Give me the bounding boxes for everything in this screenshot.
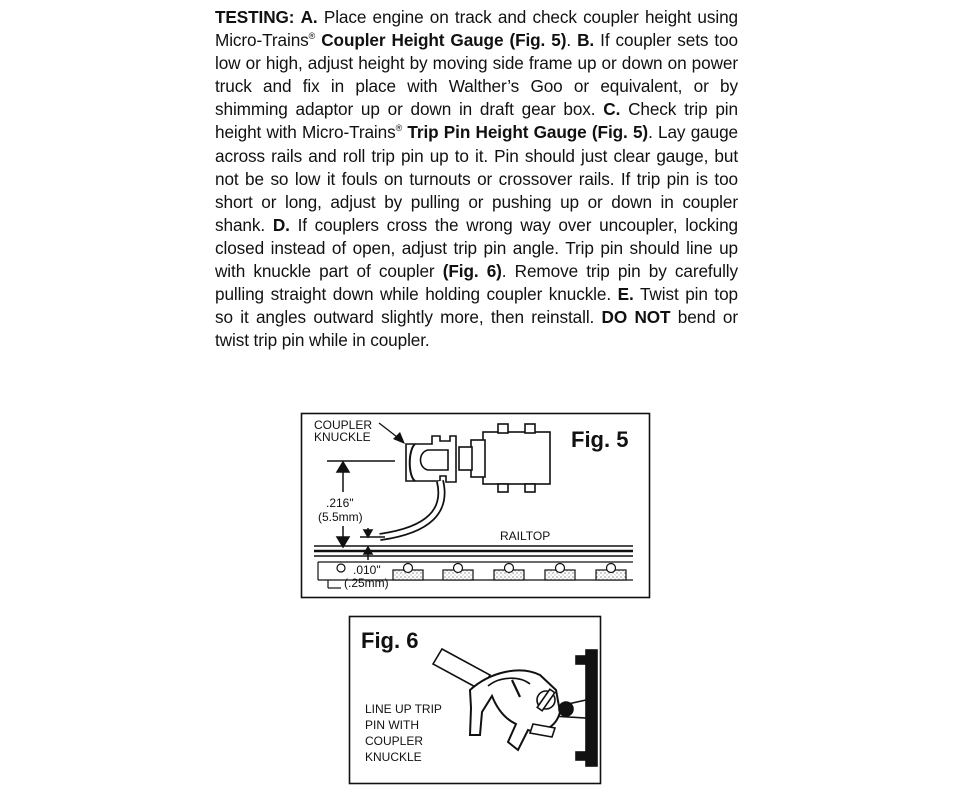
- step-b-letter: B.: [577, 30, 595, 51]
- do-not-warning: DO NOT: [601, 307, 671, 328]
- step-b-text: If coupler sets too low or high, adjust height by moving side frame up or down on power truck and fix in place with Walther’s Goo or equivalent, or by shimming adaptor up or down in draft gear box.: [215, 30, 738, 120]
- testing-label: TESTING:: [215, 7, 295, 27]
- fig6-label-line-4: KNUCKLE: [365, 750, 422, 764]
- coupler-knuckle-label-2: KNUCKLE: [314, 430, 371, 444]
- step-c-text: Check trip pin height with Micro-Trains: [215, 99, 738, 143]
- fig6-frame: [350, 617, 601, 784]
- height-inches-label: .216": [326, 496, 354, 510]
- step-e-text: Twist pin top so it angles outward slightly more, then reinstall.: [215, 284, 739, 328]
- coupler-height-gauge-ref: Coupler Height Gauge (Fig. 5): [321, 30, 567, 51]
- ties: [337, 564, 626, 581]
- coupler-assembly: [380, 424, 550, 537]
- testing-instructions: TESTING: A. Place engine on track and check coupler height using Micro-Trains® Coupler Height Gauge (Fig. 5). B. If coupler sets too low or high, adjust height by moving side frame up or down on power truck and fix in place with Walther’s Goo or equivalent, or by shimming adaptor up or down in draft gear box. C. Check trip pin height with Micro-Trains® Trip Pin Height Gauge (Fig. 5). Lay gauge across rails and roll trip pin up to it. Pin should just clear gauge, but not be so low it fouls on turnouts or crossover rails. If trip pin is too short or long, adjust by pulling or pushing up or down in coupler shank. D. If couplers cross the wrong way over uncoupler, locking closed instead of open, adjust trip pin angle. Trip pin should line up with knuckle part of coupler (Fig. 6). Remove trip pin by carefully pulling straight down while holding coupler knuckle. E. Twist pin top so it angles outward slightly more, then reinstall. DO NOT bend or twist trip pin while in coupler.: [215, 7, 739, 351]
- rail: [314, 551, 633, 580]
- step-d-text-2: . Remove trip pin by carefully pulling straight down while holding coupler knuckle.: [215, 261, 738, 305]
- step-a-letter: A.: [300, 7, 318, 27]
- fig6-label-line-3: COUPLER: [365, 734, 424, 748]
- fig5-frame: [302, 414, 650, 598]
- fig5-title: Fig. 5: [571, 427, 629, 452]
- clearance-mm-label: (.25mm): [344, 576, 389, 590]
- step-e-letter: E.: [617, 284, 634, 305]
- railtop-label: RAILTOP: [500, 529, 551, 543]
- height-mm-label: (5.5mm): [318, 510, 363, 524]
- fig6-title: Fig. 6: [361, 628, 419, 653]
- fig6-coupler-drawing: [433, 649, 597, 766]
- knuckle-pointer-arrow: [379, 423, 405, 444]
- final-text: bend or twist trip pin while in coupler.: [215, 307, 738, 351]
- registered-mark: ®: [395, 123, 403, 134]
- clearance-inches-label: .010": [353, 563, 381, 577]
- height-dimension: [314, 461, 633, 560]
- step-c-text-2: . Lay gauge across rails and roll trip pin up to it. Pin should just clear gauge, but not be so low it fouls on turnouts or crossover rails. If trip pin is too short or long, adjust by pulling or pushing up or down in coupler shank.: [215, 122, 738, 235]
- step-d-letter: D.: [272, 214, 290, 235]
- fig6-label-line-2: PIN WITH: [365, 718, 419, 732]
- step-a-text: Place engine on track and check coupler height using Micro-Trains: [215, 7, 738, 51]
- registered-mark: ®: [308, 31, 316, 42]
- fig6-label-line-1: LINE UP TRIP: [365, 702, 442, 716]
- step-d-text: If couplers cross the wrong way over uncoupler, locking closed instead of open, adjust trip pin angle. Trip pin should line up with knuckle part of coupler: [215, 214, 738, 282]
- trip-pin-height-gauge-ref: Trip Pin Height Gauge (Fig. 5): [407, 122, 649, 143]
- fig6-ref: (Fig. 6): [442, 261, 502, 282]
- coupler-knuckle-label-1: COUPLER: [314, 418, 373, 432]
- step-c-letter: C.: [603, 99, 621, 120]
